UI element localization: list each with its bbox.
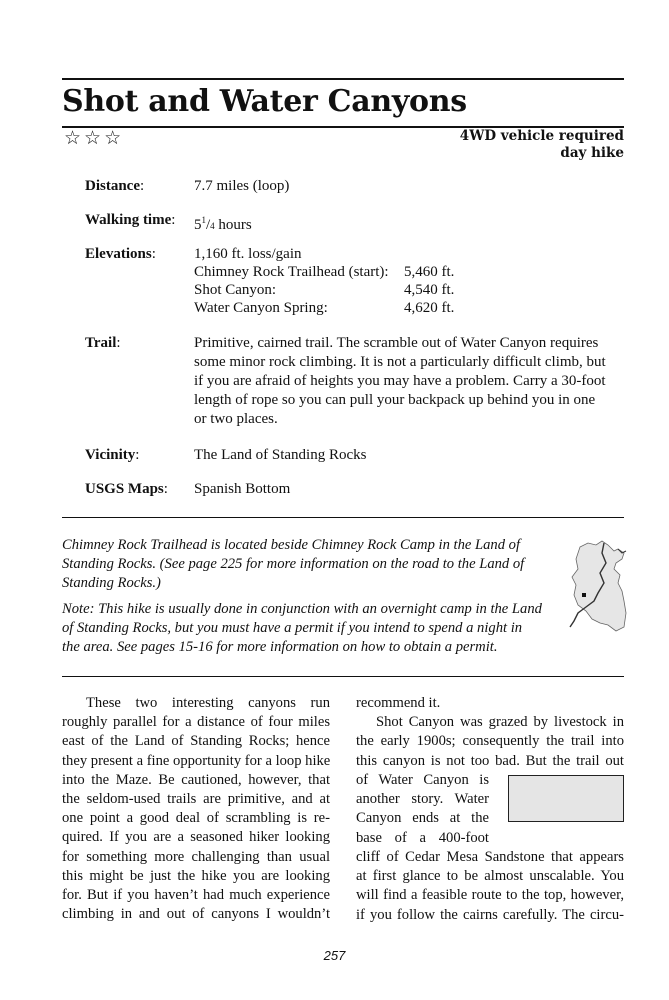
hike-type: day hike (560, 145, 624, 161)
elevation-place: Shot Canyon: (194, 282, 277, 298)
locator-map-icon (568, 539, 628, 635)
walking-time-label: Walking time: (85, 212, 176, 228)
inset-image-box (508, 775, 624, 822)
distance-value: 7.7 miles (loop) (194, 178, 290, 194)
permit-note: Note: This hike is usually done in conjunction with an overnight camp in the Land of Standing Rocks, but you must have a permit if you intend to spend a night in the area. See pages 15-16 for more information on how to obtain a permit. (62, 601, 542, 655)
access-note: Chimney Rock Trailhead is located beside Chimney Rock Camp in the Land of Standing Rocks. (See page 225 for more information on the road to the Land of Standing Rocks.) (62, 537, 525, 591)
difficulty-stars: ☆☆☆ (64, 127, 125, 149)
body-right-column-wrap: of Water Canyon is another story. Water Canyon ends at the base of a 400-foot (356, 772, 489, 846)
body-right-column-bottom: cliff of Cedar Mesa Sandstone that appears at first glance to be almost unscalable. You will find a feasible route to the top, however, if you follow the cairns carefully. The circu- (356, 849, 624, 923)
trail-label: Trail: (85, 335, 121, 351)
vicinity-value: The Land of Standing Rocks (194, 447, 367, 463)
elevation-place: Water Canyon Spring: (194, 300, 328, 316)
elevations-label: Elevations: (85, 246, 156, 262)
trail-line: some minor rock climbing. It is not a particularly difficult climb, but (194, 354, 606, 370)
vicinity-label: Vicinity: (85, 447, 140, 463)
notes-top-rule (62, 517, 624, 518)
hike-requirements (460, 128, 624, 162)
trail-line: Primitive, cairned trail. The scramble out of Water Canyon requires (194, 335, 599, 351)
distance-label: Distance: (85, 178, 145, 194)
elevation-value: 4,540 ft. (404, 282, 455, 298)
notes-bottom-rule (62, 676, 624, 677)
page-number: 257 (323, 948, 346, 963)
page-title: Shot and Water Canyons (62, 84, 467, 119)
trail-line: length of rope so you can pull your backpack up behind you in one (194, 392, 596, 408)
usgs-maps-value: Spanish Bottom (194, 481, 291, 497)
elevation-place: Chimney Rock Trailhead (start): (194, 264, 389, 280)
walking-time-value: $5^1/4$ hours (194, 215, 252, 233)
body-left-column: These two interesting canyons run roughly parallel for a distance of four miles east of the Land of Standing Rocks; hence they present a fine opportunity for a loop hike into the Maze. Be cautioned, however, that the seldom-used trails are primitive, and at one point a good deal of scrambling is re- quired. If you are a seasoned hiker looking for something more challenging than usual this might be just the hike you are looking for. But if you haven’t had much experience climbing in and out of canyons I wouldn’t (62, 695, 331, 923)
elevation-value: 5,460 ft. (404, 264, 455, 280)
elevation-summary: 1,160 ft. loss/gain (194, 246, 302, 262)
vehicle-requirement: 4WD vehicle required (459, 128, 624, 144)
elevation-value: 4,620 ft. (404, 300, 455, 316)
body-right-column-top: recommend it. Shot Canyon was grazed by livestock in the early 1900s; consequently the trail into this canyon is not too bad. But the trail out (356, 695, 624, 769)
trail-line: if you are afraid of heights you may have a problem. Carry a 30-foot (194, 373, 606, 389)
usgs-maps-label: USGS Maps: (85, 481, 168, 497)
top-rule (62, 78, 624, 80)
trail-line: or two places. (194, 411, 278, 427)
